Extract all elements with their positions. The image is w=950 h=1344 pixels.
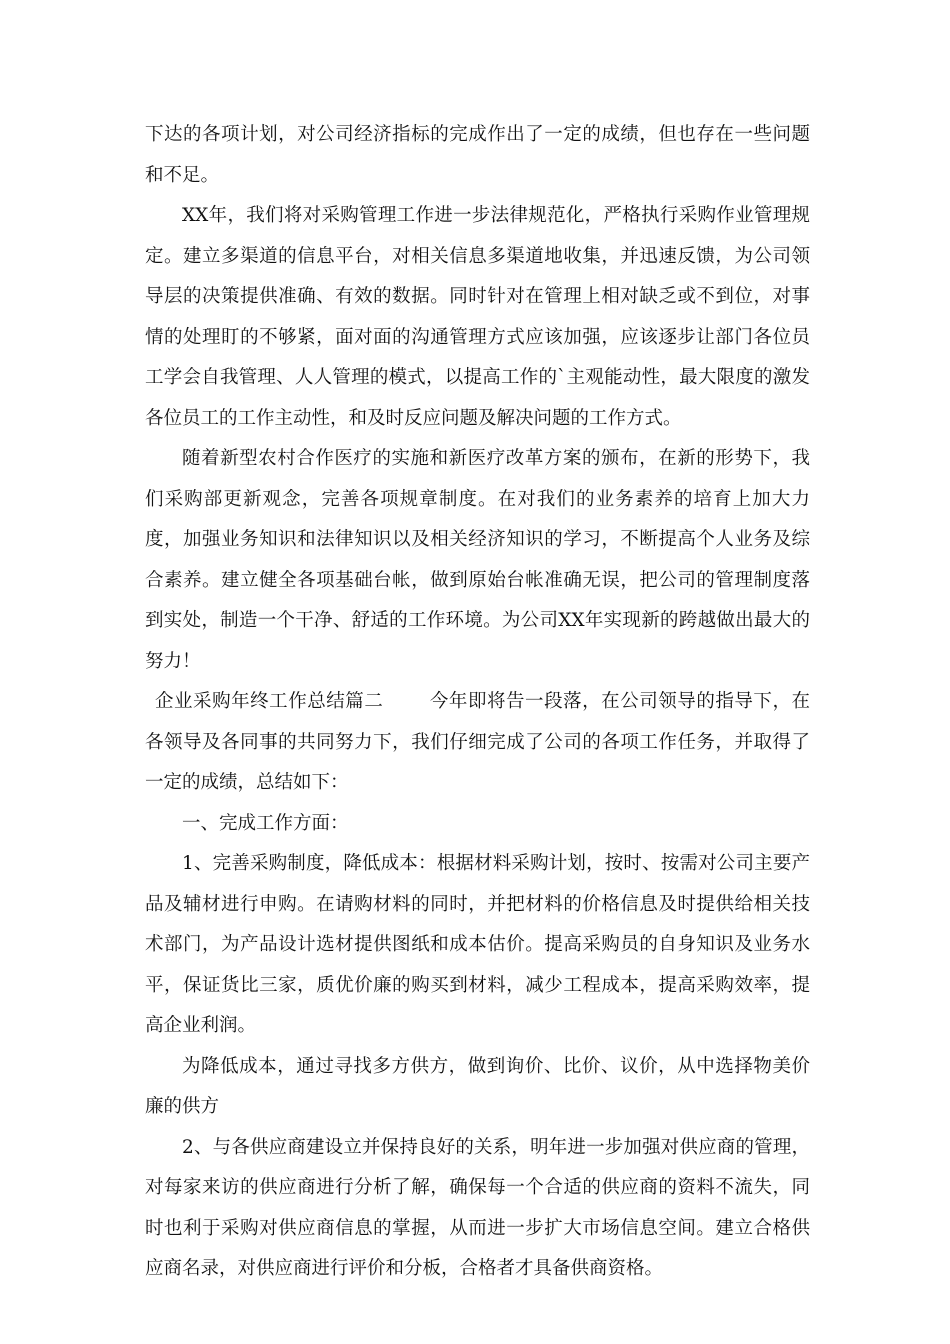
paragraph-item-2: 2、与各供应商建设立并保持良好的关系，明年进一步加强对供应商的管理，对每家来访的供应商进行分析了解，确保每一个合适的供应商的资料不流失，同时也利于采购对供应商信息的掌握，从而进一步扩大市场信息空间。建立合格供应商名录，对供应商进行评价和分板，合格者才具备供商资格。 — [145, 1136, 810, 1279]
paragraph-subheading: 一、完成工作方面： — [182, 812, 349, 834]
paragraph-cost: 为降低成本，通过寻找多方供方，做到询价、比价、议价，从中选择物美价廉的供方 — [145, 1055, 810, 1117]
document-body — [145, 115, 810, 1290]
section-heading-title: 企业采购年终工作总结篇二 — [155, 691, 384, 712]
paragraph-item-1: 1、完善采购制度，降低成本：根据材料采购计划，按时、按需对公司主要产品及辅材进行申购。在请购材料的同时，并把材料的价格信息及时提供给相关技术部门，为产品设计选材提供图纸和成本估价。提高采购员的自身知识及业务水平，保证货比三家，质优价廉的购买到材料，减少工程成本，提高采购效率，提高企业利润。 — [145, 853, 810, 1036]
paragraph-2: XX年，我们将对采购管理工作进一步法律规范化，严格执行采购作业管理规定。建立多渠道的信息平台，对相关信息多渠道地收集，并迅速反馈，为公司领导层的决策提供准确、有效的数据。同时针对在管理上相对缺乏或不到位，对事情的处理盯的不够紧，面对面的沟通管理方式应该加强，应该逐步让部门各位员工学会自我管理、人人管理的模式，以提高工作的`主观能动性，最大限度的激发各位员工的工作主动性，和及时反应问题及解决问题的工作方式。 — [145, 205, 810, 429]
paragraph-3: 随着新型农村合作医疗的实施和新医疗改革方案的颁布，在新的形势下，我们采购部更新观念，完善各项规章制度。在对我们的业务素养的培育上加大力度，加强业务知识和法律知识以及相关经济知识的学习，不断提高个人业务及综合素养。建立健全各项基础台帐，做到原始台帐准确无误，把公司的管理制度落到实处，制造一个干净、舒适的工作环境。为公司XX年实现新的跨越做出最大的努力！ — [145, 448, 810, 672]
paragraph-1: 下达的各项计划，对公司经济指标的完成作出了一定的成绩，但也存在一些问题和不足。 — [145, 124, 810, 186]
section-heading-paragraph — [145, 682, 810, 804]
section-heading-text: 今年即将告一段落，在公司领导的指导下，在各领导及各同事的共同努力下，我们仔细完成了公司的各项工作任务，并取得了一定的成绩，总结如下： — [145, 691, 810, 793]
